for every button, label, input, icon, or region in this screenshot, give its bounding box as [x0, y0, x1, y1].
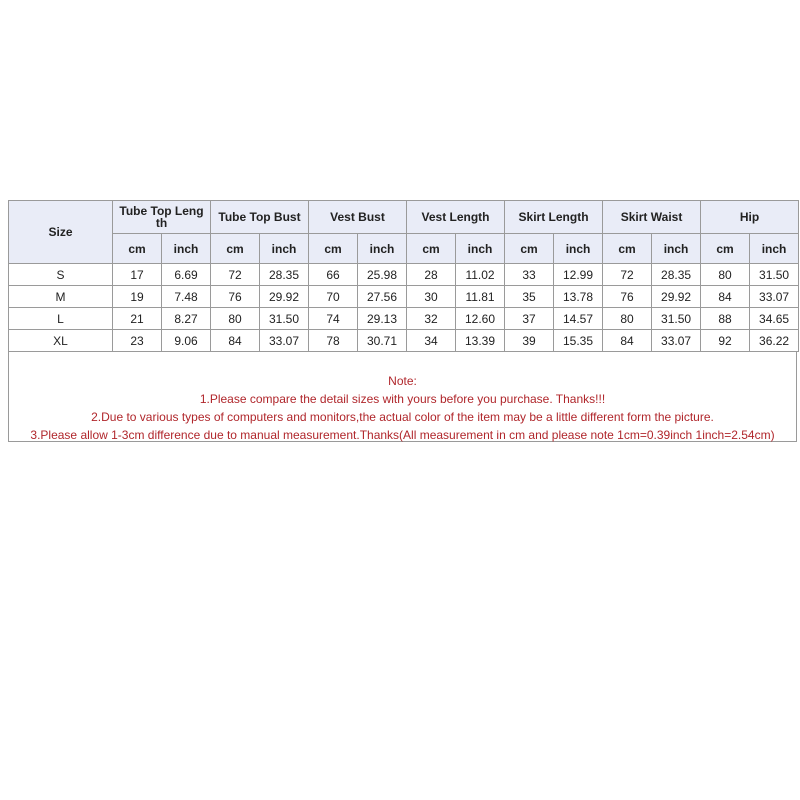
- value-inch-cell: 33.07: [750, 286, 799, 308]
- group-header-row: [9, 201, 799, 234]
- value-inch-cell: 6.69: [162, 264, 211, 286]
- note-box: [8, 352, 797, 442]
- group-header-hip: Hip: [701, 201, 799, 234]
- table-body: [9, 264, 799, 352]
- value-cm-cell: 21: [113, 308, 162, 330]
- unit-cm: cm: [701, 234, 750, 264]
- unit-inch: inch: [358, 234, 407, 264]
- value-cm-cell: 80: [701, 264, 750, 286]
- value-inch-cell: 31.50: [260, 308, 309, 330]
- table-row: [9, 286, 799, 308]
- size-cell: L: [9, 308, 113, 330]
- note-title: Note:: [388, 374, 417, 388]
- value-cm-cell: 74: [309, 308, 358, 330]
- value-cm-cell: 35: [505, 286, 554, 308]
- unit-header-row: [9, 234, 799, 264]
- value-cm-cell: 76: [211, 286, 260, 308]
- value-cm-cell: 19: [113, 286, 162, 308]
- value-inch-cell: 29.13: [358, 308, 407, 330]
- note-line-1: 1.Please compare the detail sizes with yours before you purchase. Thanks!!!: [199, 392, 606, 406]
- value-cm-cell: 72: [211, 264, 260, 286]
- value-inch-cell: 9.06: [162, 330, 211, 352]
- size-chart: [8, 200, 800, 442]
- unit-cm: cm: [309, 234, 358, 264]
- value-inch-cell: 33.07: [260, 330, 309, 352]
- value-cm-cell: 80: [603, 308, 652, 330]
- value-inch-cell: 15.35: [554, 330, 603, 352]
- value-inch-cell: 11.81: [456, 286, 505, 308]
- size-cell: S: [9, 264, 113, 286]
- value-inch-cell: 13.78: [554, 286, 603, 308]
- table-row: [9, 330, 799, 352]
- value-inch-cell: 31.50: [652, 308, 701, 330]
- value-cm-cell: 28: [407, 264, 456, 286]
- note-line-2: 2.Due to various types of computers and monitors,the actual color of the item may be a little different form the picture.: [91, 410, 714, 424]
- value-inch-cell: 7.48: [162, 286, 211, 308]
- value-cm-cell: 78: [309, 330, 358, 352]
- value-inch-cell: 11.02: [456, 264, 505, 286]
- value-inch-cell: 13.39: [456, 330, 505, 352]
- unit-inch: inch: [162, 234, 211, 264]
- unit-inch: inch: [652, 234, 701, 264]
- value-cm-cell: 84: [603, 330, 652, 352]
- value-cm-cell: 17: [113, 264, 162, 286]
- value-cm-cell: 39: [505, 330, 554, 352]
- value-cm-cell: 32: [407, 308, 456, 330]
- value-inch-cell: 31.50: [750, 264, 799, 286]
- value-inch-cell: 12.99: [554, 264, 603, 286]
- table-row: [9, 308, 799, 330]
- value-cm-cell: 88: [701, 308, 750, 330]
- value-cm-cell: 84: [701, 286, 750, 308]
- unit-cm: cm: [603, 234, 652, 264]
- group-header-tube-top-length: Tube Top Length: [113, 201, 211, 234]
- group-header-tube-top-bust: Tube Top Bust: [211, 201, 309, 234]
- value-cm-cell: 34: [407, 330, 456, 352]
- unit-inch: inch: [456, 234, 505, 264]
- unit-inch: inch: [554, 234, 603, 264]
- value-inch-cell: 25.98: [358, 264, 407, 286]
- value-inch-cell: 28.35: [260, 264, 309, 286]
- value-inch-cell: 29.92: [260, 286, 309, 308]
- note-line-3: 3.Please allow 1-3cm difference due to manual measurement.Thanks(All measurement in cm and please note 1cm=0.39inch 1inch=2.54cm): [30, 428, 775, 442]
- unit-inch: inch: [260, 234, 309, 264]
- value-cm-cell: 84: [211, 330, 260, 352]
- value-cm-cell: 33: [505, 264, 554, 286]
- value-inch-cell: 12.60: [456, 308, 505, 330]
- value-inch-cell: 36.22: [750, 330, 799, 352]
- value-cm-cell: 70: [309, 286, 358, 308]
- size-cell: M: [9, 286, 113, 308]
- size-table: [8, 200, 799, 352]
- unit-cm: cm: [211, 234, 260, 264]
- group-header-skirt-waist: Skirt Waist: [603, 201, 701, 234]
- value-cm-cell: 37: [505, 308, 554, 330]
- group-header-skirt-length: Skirt Length: [505, 201, 603, 234]
- value-inch-cell: 8.27: [162, 308, 211, 330]
- table-row: [9, 264, 799, 286]
- value-inch-cell: 28.35: [652, 264, 701, 286]
- value-inch-cell: 29.92: [652, 286, 701, 308]
- value-cm-cell: 80: [211, 308, 260, 330]
- size-header: Size: [9, 201, 113, 264]
- value-cm-cell: 92: [701, 330, 750, 352]
- unit-cm: cm: [407, 234, 456, 264]
- unit-inch: inch: [750, 234, 799, 264]
- value-cm-cell: 76: [603, 286, 652, 308]
- group-header-vest-bust: Vest Bust: [309, 201, 407, 234]
- size-cell: XL: [9, 330, 113, 352]
- value-inch-cell: 14.57: [554, 308, 603, 330]
- unit-cm: cm: [113, 234, 162, 264]
- unit-cm: cm: [505, 234, 554, 264]
- value-cm-cell: 66: [309, 264, 358, 286]
- value-inch-cell: 27.56: [358, 286, 407, 308]
- value-inch-cell: 34.65: [750, 308, 799, 330]
- value-inch-cell: 30.71: [358, 330, 407, 352]
- value-cm-cell: 23: [113, 330, 162, 352]
- value-cm-cell: 72: [603, 264, 652, 286]
- group-header-vest-length: Vest Length: [407, 201, 505, 234]
- value-cm-cell: 30: [407, 286, 456, 308]
- value-inch-cell: 33.07: [652, 330, 701, 352]
